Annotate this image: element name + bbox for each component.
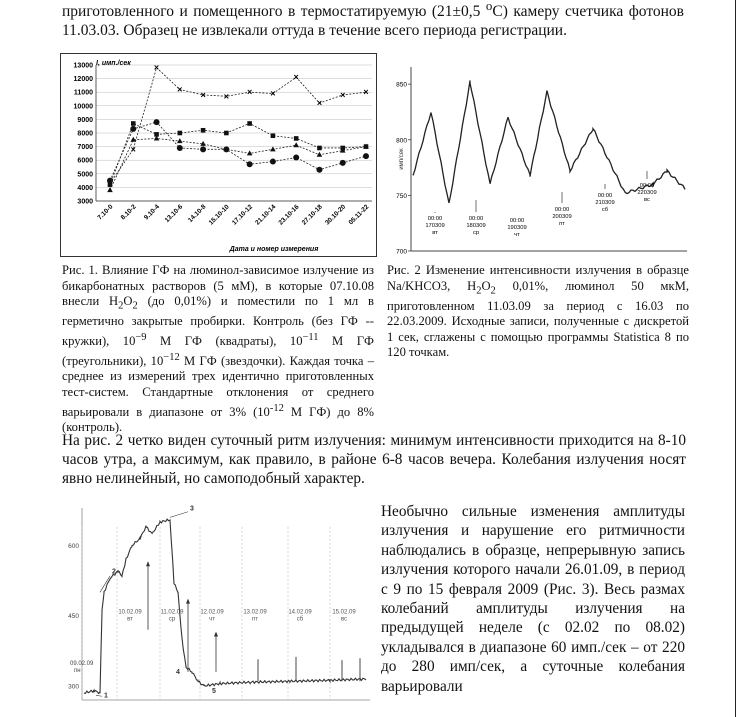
figure-2-caption: Рис. 2 Изменение интенсивности излучения в образце Na/KHCO3, $H_2O_2$ 0,01%, люминол 50 мкМ, приготовленном 11.03.09 за период с 16.03 по 22.03.2009. Исходные записи, полученные с дискретой 1 сек, сглажены с помощью программы Statistica 8 по 120 точкам. bbox=[387, 263, 689, 360]
fig2-y-tick-label: 700 bbox=[396, 248, 407, 256]
fig1-x-tick-label: 8.10-2 bbox=[119, 203, 138, 222]
fig1-point-circle bbox=[247, 161, 253, 167]
fig1-x-tick-label: 14.10-8 bbox=[186, 203, 208, 225]
fig2-annotation-day: пт bbox=[559, 221, 565, 227]
fig1-point-cross: × bbox=[340, 89, 346, 100]
fig1-point-square bbox=[294, 136, 299, 141]
fig3-arrowhead bbox=[186, 599, 190, 604]
fig1-y-tick-label: 3000 bbox=[77, 198, 93, 206]
fig1-x-tick-label: 27.10-18 bbox=[300, 203, 324, 227]
fig2-y-tick-label: 750 bbox=[396, 192, 407, 200]
fig1-point-cross: × bbox=[247, 87, 253, 98]
fig2-annotation-date: 200309 bbox=[552, 214, 572, 220]
fig1-point-square bbox=[247, 121, 252, 126]
fig2-y-tick-label: 850 bbox=[396, 81, 407, 89]
fig1-y-tick-label: 8000 bbox=[77, 130, 93, 138]
fig2-annotation-date: 180309 bbox=[466, 223, 486, 229]
fig2-annotation-day: вт bbox=[432, 230, 438, 236]
fig1-point-circle bbox=[293, 154, 299, 160]
fig1-y-tick-label: 9000 bbox=[77, 116, 93, 124]
fig2-annotation-time: 00:00 bbox=[468, 216, 484, 222]
fig3-arrowhead bbox=[146, 561, 150, 566]
fig2-annotation-date: 210309 bbox=[595, 200, 615, 206]
fig1-point-square bbox=[271, 133, 276, 138]
fig1-x-tick-label: 13.10-6 bbox=[163, 203, 185, 225]
body-paragraph-1: На рис. 2 четко виден суточный ритм излучения: минимум интенсивности приходится на 8-10 часов утра, а максимум, как правило, в районе 6-8 часов вечера. Колебания излучения носят явно нелинейный, но самоподобный характер. bbox=[62, 432, 686, 487]
fig3-date-label: 13.02.09 bbox=[243, 609, 267, 616]
figure-1-chart bbox=[60, 53, 377, 257]
fig1-x-tick-label: 7.10-0 bbox=[96, 203, 115, 222]
fig1-point-cross: × bbox=[200, 89, 206, 100]
fig2-y-axis-label: имп/сек bbox=[399, 148, 405, 170]
fig2-annotation-date: 170309 bbox=[425, 223, 445, 229]
fig1-x-tick-label: 21.10-14 bbox=[254, 203, 278, 227]
fig2-annotation-day: вс bbox=[644, 197, 650, 203]
fig1-point-square bbox=[178, 131, 183, 136]
fig3-marker-label: 3 bbox=[190, 505, 194, 513]
fig1-point-cross: × bbox=[153, 62, 160, 73]
fig3-y-tick-label: 600 bbox=[68, 542, 79, 550]
fig1-point-square bbox=[201, 128, 206, 133]
body-paragraph-2: Необычно сильные изменения амплитуды излучения и нарушение его ритмичности наблюдались в образце, непрерывную запись излучения которого начали 26.01.09, в период с 9 по 15 февраля 2009 (Рис. 3). Весь размах колебаний амплитуды излучения на предыдущей неделе (с 02.02 по 08.02) укладывался в диапазоне 60 имп./сек – от 220 до 280 имп/сек, а суточные колебания варьировали bbox=[381, 503, 685, 695]
fig1-y-tick-label: 4000 bbox=[77, 184, 93, 192]
fig3-marker-pointer bbox=[96, 695, 102, 696]
fig3-day-label: вт bbox=[127, 616, 133, 623]
fig2-annotation-time: 00:00 bbox=[639, 183, 655, 189]
fig1-y-tick-label: 7000 bbox=[77, 144, 93, 152]
fig3-date-label: 11.02.09 bbox=[160, 609, 184, 616]
fig1-point-circle bbox=[154, 119, 160, 125]
fig3-marker-label: 1 bbox=[104, 692, 108, 700]
fig1-y-unit: I, имп./сек bbox=[96, 60, 131, 67]
fig3-date-label: 12.02.09 bbox=[200, 609, 224, 616]
fig3-date-label: 15.02.09 bbox=[332, 609, 356, 616]
fig3-day-label: вс bbox=[340, 616, 348, 623]
fig1-point-cross: × bbox=[363, 87, 369, 98]
fig1-point-cross: × bbox=[316, 98, 323, 109]
fig2-annotation-date: 220309 bbox=[637, 190, 657, 196]
fig1-point-square bbox=[317, 146, 322, 151]
fig1-x-tick-label: 23.10-16 bbox=[277, 203, 301, 227]
fig2-annotation-day: сб bbox=[601, 207, 609, 213]
fig1-point-cross: × bbox=[177, 84, 183, 95]
fig1-y-tick-label: 12000 bbox=[73, 76, 93, 84]
fig3-day-label: сб bbox=[296, 616, 304, 623]
fig3-marker-label: 2 bbox=[112, 568, 116, 576]
fig3-arrowhead bbox=[214, 631, 218, 636]
fig1-x-tick-label: 30.10-20 bbox=[324, 203, 348, 227]
fig3-y-tick-label: 300 bbox=[68, 683, 79, 691]
fig1-y-tick-label: 11000 bbox=[73, 89, 93, 97]
fig1-x-tick-label: 15.10-10 bbox=[207, 203, 231, 227]
fig1-point-cross: × bbox=[293, 72, 299, 83]
page-right-border bbox=[735, 0, 736, 717]
intro-paragraph: приготовленного и помещенного в термостатируемую (21±0,5 $^o$С) камеру счетчика фотонов 11.03.03. Образец не извлекали оттуда в течение всего периода регистрации. bbox=[62, 0, 684, 40]
figure-2-chart bbox=[387, 63, 692, 258]
fig1-point-square bbox=[131, 121, 136, 126]
fig2-annotation-time: 00:00 bbox=[427, 216, 443, 222]
fig1-point-cross: × bbox=[270, 88, 276, 99]
fig3-day-label: пт bbox=[252, 616, 258, 623]
fig1-x-axis-label: Дата и номер измерения bbox=[229, 246, 319, 253]
fig1-point-circle bbox=[270, 159, 276, 165]
fig3-start-day: пн bbox=[74, 667, 81, 674]
fig1-y-tick-label: 13000 bbox=[73, 62, 93, 70]
fig2-annotation-date: 190309 bbox=[507, 225, 527, 231]
fig3-date-label: 10.02.09 bbox=[118, 609, 142, 616]
fig3-start-date: 09.02.09 bbox=[70, 660, 94, 667]
fig3-marker-label: 5 bbox=[212, 687, 216, 695]
fig1-point-circle bbox=[363, 153, 369, 159]
fig2-annotation-day: ср bbox=[472, 230, 480, 236]
fig3-marker-label: 4 bbox=[176, 669, 180, 677]
fig2-annotation-time: 00:00 bbox=[554, 207, 570, 213]
fig3-emission-trace bbox=[84, 519, 366, 693]
figure-3-chart bbox=[60, 500, 372, 717]
fig1-point-cross: × bbox=[223, 91, 229, 102]
fig1-point-circle bbox=[200, 146, 206, 152]
fig1-point-circle bbox=[340, 160, 346, 166]
fig1-point-cross: × bbox=[130, 144, 136, 155]
fig3-date-label: 14.02.09 bbox=[288, 609, 312, 616]
fig1-y-tick-label: 5000 bbox=[77, 171, 93, 179]
fig3-day-label: ср bbox=[168, 616, 176, 623]
fig2-annotation-day: чт bbox=[514, 232, 520, 238]
fig1-x-tick-label: 9.10-4 bbox=[142, 203, 161, 222]
fig1-point-circle bbox=[177, 145, 183, 151]
fig3-marker-pointer bbox=[170, 512, 188, 518]
fig3-y-tick-label: 450 bbox=[68, 613, 79, 621]
fig1-x-tick-label: 17.10-12 bbox=[230, 203, 255, 227]
fig1-x-tick-label: 05.11-22 bbox=[347, 203, 371, 227]
fig2-annotation-time: 00:00 bbox=[597, 193, 613, 199]
fig1-y-tick-label: 10000 bbox=[73, 103, 93, 111]
fig1-point-circle bbox=[316, 167, 322, 173]
fig1-point-square bbox=[224, 131, 229, 136]
fig1-y-tick-label: 6000 bbox=[77, 157, 93, 165]
fig3-day-label: чт bbox=[209, 616, 215, 623]
fig2-y-tick-label: 800 bbox=[396, 137, 407, 145]
fig2-annotation-time: 00:00 bbox=[509, 218, 525, 224]
figure-1-caption: Рис. 1. Влияние ГФ на люминол-зависимое излучение из бикарбонатных растворов (5 мМ), в которые 07.10.08 внесли $H_2O_2$ (до 0,01%) и поместили по 1 мл в герметично закрытые пробирки. Контроль (без ГФ -- кружки), $10^{-9}$ М ГФ (квадраты), $10^{-11}$ М ГФ (треугольники), $10^{-12}$ М ГФ (звездочки). Каждая точка – среднее из измерений трех идентично приготовленных тест-систем. Стандартные отклонения от среднего варьировали в диапазоне от 3% ($10^{-12}$ М ГФ) до 8% (контроль). bbox=[62, 263, 374, 435]
